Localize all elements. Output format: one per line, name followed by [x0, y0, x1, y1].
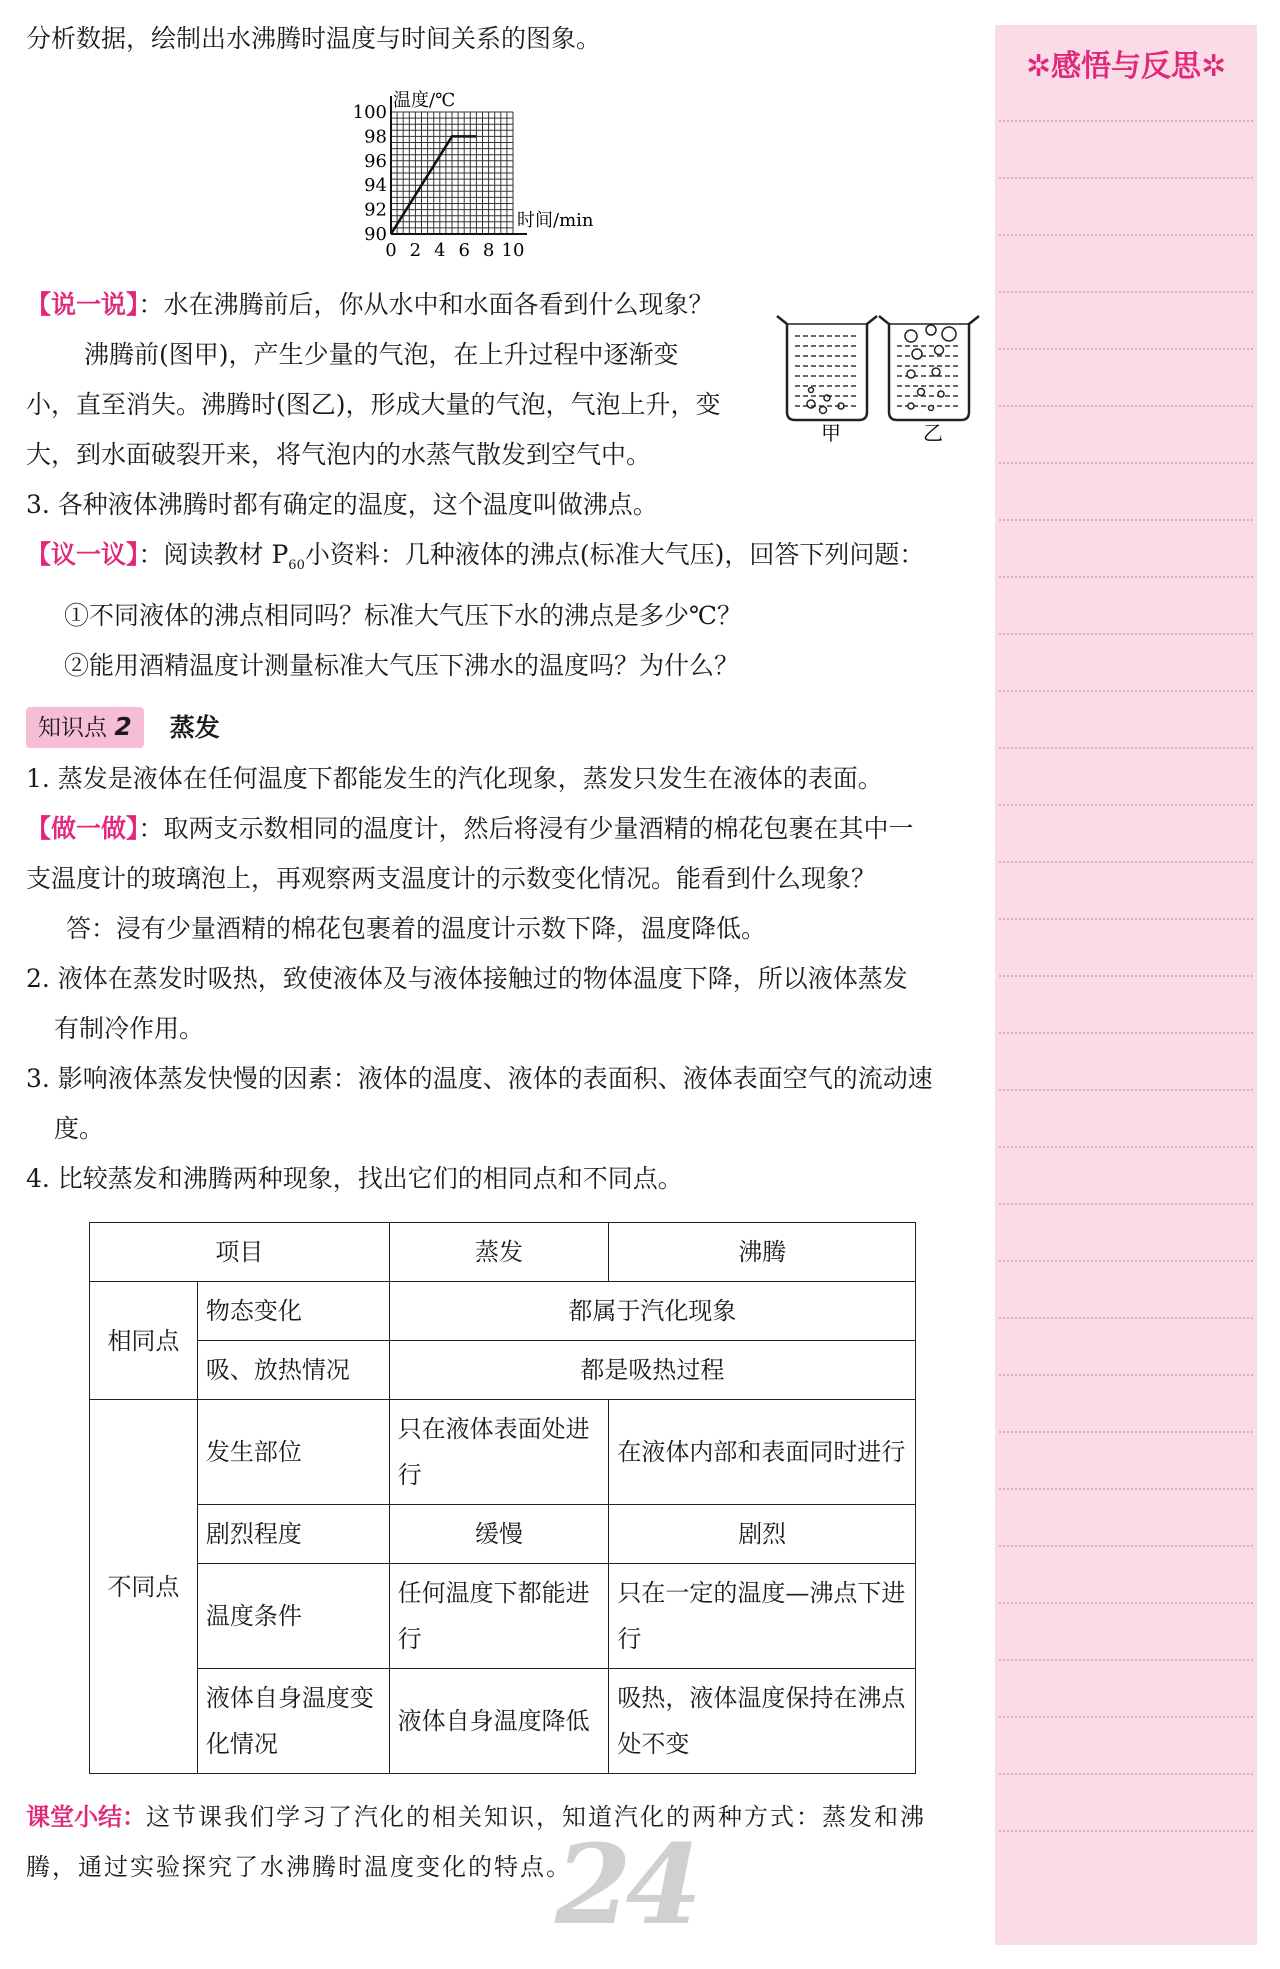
y-tick-label: 100	[352, 102, 387, 123]
evap-point-2b: 有制冷作用。	[54, 1014, 205, 1043]
y-axis-label: 温度/℃	[393, 90, 456, 111]
sidebar-dotted-line	[999, 804, 1253, 806]
reflection-sidebar	[995, 25, 1257, 1945]
evap-cell: 只在液体表面处进行	[389, 1400, 609, 1505]
kp-prefix: 知识点	[38, 715, 107, 741]
row-label: 剧烈程度	[197, 1505, 389, 1564]
evap-point-2a: 2. 液体在蒸发时吸热，致使液体及与液体接触过的物体温度下降，所以液体蒸发	[26, 964, 908, 993]
header-boil: 沸腾	[609, 1223, 916, 1282]
summary-tag: 课堂小结：	[26, 1802, 146, 1831]
knowledge-point-title: 蒸发	[169, 712, 220, 742]
y-tick-label: 92	[364, 199, 387, 221]
sidebar-dotted-line	[999, 690, 1253, 692]
evap-cell: 任何温度下都能进行	[389, 1564, 609, 1669]
sidebar-dotted-line	[999, 1716, 1253, 1718]
boil-cell: 吸热，液体温度保持在沸点处不变	[609, 1669, 916, 1774]
class-summary	[26, 1792, 988, 1892]
boil-cell: 剧烈	[609, 1505, 916, 1564]
say-question-text: ：水在沸腾前后，你从水中和水面各看到什么现象？	[138, 290, 714, 319]
table-header-row	[90, 1223, 916, 1282]
row-label: 发生部位	[197, 1400, 389, 1505]
x-tick-label: 4	[434, 240, 446, 261]
y-tick-label: 96	[364, 150, 387, 172]
point-3: 3. 各种液体沸腾时都有确定的温度，这个温度叫做沸点。	[26, 490, 658, 519]
main-content	[26, 14, 988, 1892]
sidebar-dotted-line	[999, 1773, 1253, 1775]
beaker-yi-bubbles	[905, 325, 956, 411]
sidebar-dotted-line	[999, 1374, 1253, 1376]
say-tag: 【说一说】	[26, 290, 139, 319]
temperature-time-graph	[351, 62, 711, 276]
x-tick-label: 2	[409, 240, 422, 261]
sidebar-dotted-line	[999, 405, 1253, 407]
table-row	[90, 1564, 916, 1669]
sidebar-dotted-line	[999, 1488, 1253, 1490]
row-label: 温度条件	[197, 1564, 389, 1669]
boil-cell: 只在一定的温度—沸点下进行	[609, 1564, 916, 1669]
do-line-1	[26, 804, 988, 854]
beakers-svg	[771, 294, 1011, 444]
row-value: 都属于汽化现象	[389, 1282, 915, 1341]
y-tick-label: 94	[364, 175, 387, 197]
sidebar-dotted-line	[999, 291, 1253, 293]
x-tick-label: 10	[501, 240, 525, 261]
evap-point-3a: 3. 影响液体蒸发快慢的因素：液体的温度、液体的表面积、液体表面空气的流动速	[26, 1064, 933, 1093]
y-tick-label: 98	[364, 126, 387, 148]
sidebar-dotted-line	[999, 1602, 1253, 1604]
graph-svg	[351, 62, 711, 276]
evap-point-4: 4. 比较蒸发和沸腾两种现象，找出它们的相同点和不同点。	[26, 1164, 683, 1193]
beaker-jia-outline	[777, 316, 877, 420]
summary-line-1	[26, 1792, 988, 1842]
say-answer-1: 沸腾前(图甲)，产生少量的气泡，在上升过程中逐渐变	[84, 340, 679, 369]
diff-label: 不同点	[90, 1400, 198, 1774]
beaker-jia-bubbles	[807, 388, 844, 414]
row-label: 吸、放热情况	[197, 1341, 389, 1400]
discuss-text-a: ：阅读教材 P	[138, 540, 289, 569]
x-tick-label: 8	[482, 240, 495, 261]
sidebar-dotted-line	[999, 519, 1253, 521]
table-row	[90, 1505, 916, 1564]
sidebar-dotted-line	[999, 1659, 1253, 1661]
sidebar-dotted-line	[999, 234, 1253, 236]
knowledge-point-badge	[26, 707, 144, 748]
sidebar-dotted-line	[999, 1317, 1253, 1319]
do-text-1: ：取两支示数相同的温度计，然后将浸有少量酒精的棉花包裹在其中一	[138, 814, 914, 843]
header-item: 项目	[90, 1223, 390, 1282]
beaker-yi-water	[897, 346, 961, 406]
say-answer-3: 大，到水面破裂开来，将气泡内的水蒸气散发到空气中。	[26, 440, 652, 469]
sidebar-dotted-line	[999, 747, 1253, 749]
sidebar-dotted-line	[999, 120, 1253, 122]
x-tick-label: 6	[458, 240, 470, 261]
do-answer: 答：浸有少量酒精的棉花包裹着的温度计示数下降，温度降低。	[66, 914, 767, 943]
x-tick-label: 0	[385, 240, 397, 261]
sidebar-dotted-line	[999, 1431, 1253, 1433]
table-row	[90, 1341, 916, 1400]
sidebar-dotted-line	[999, 861, 1253, 863]
x-axis-label: 时间/min	[517, 210, 594, 231]
sidebar-dotted-line	[999, 576, 1253, 578]
evap-cell: 缓慢	[389, 1505, 609, 1564]
label-yi: 乙	[923, 421, 943, 444]
beakers-illustration	[771, 294, 1011, 444]
header-evap: 蒸发	[389, 1223, 609, 1282]
sidebar-dotted-line	[999, 1203, 1253, 1205]
boil-cell: 在液体内部和表面同时进行	[609, 1400, 916, 1505]
sidebar-dotted-line	[999, 1146, 1253, 1148]
do-tag: 【做一做】	[26, 814, 139, 843]
discuss-q1: ①不同液体的沸点相同吗？标准大气压下水的沸点是多少℃？	[64, 601, 742, 630]
sidebar-dotted-line	[999, 918, 1253, 920]
sidebar-dotted-line	[999, 1089, 1253, 1091]
sidebar-dotted-line	[999, 1830, 1253, 1832]
intro-text: 分析数据，绘制出水沸腾时温度与时间关系的图象。	[26, 24, 602, 53]
row-value: 都是吸热过程	[389, 1341, 915, 1400]
say-section	[26, 280, 988, 480]
discuss-tag: 【议一议】	[26, 540, 139, 569]
do-line-2: 支温度计的玻璃泡上，再观察两支温度计的示数变化情况。能看到什么现象？	[26, 864, 877, 893]
page-number: 24	[555, 1820, 697, 1949]
table-row	[90, 1282, 916, 1341]
table-row	[90, 1400, 916, 1505]
kp-number: 2	[114, 712, 132, 741]
sidebar-title: ✲感悟与反思✲	[1025, 49, 1227, 84]
discuss-q2: ②能用酒精温度计测量标准大气压下沸水的温度吗？为什么？	[64, 651, 740, 680]
sidebar-dotted-line	[999, 348, 1253, 350]
sidebar-dotted-line	[999, 1032, 1253, 1034]
say-answer-2: 小，直至消失。沸腾时(图乙)，形成大量的气泡，气泡上升，变	[26, 390, 721, 419]
sidebar-dotted-line	[999, 1260, 1253, 1262]
evap-point-1: 1. 蒸发是液体在任何温度下都能发生的汽化现象，蒸发只发生在液体的表面。	[26, 764, 883, 793]
row-label: 物态变化	[197, 1282, 389, 1341]
evap-point-3b: 度。	[54, 1114, 105, 1143]
sidebar-dotted-line	[999, 633, 1253, 635]
sidebar-dotted-line	[999, 1545, 1253, 1547]
summary-text-1: 这节课我们学习了汽化的相关知识，知道汽化的两种方式：蒸发和沸	[146, 1803, 926, 1831]
same-label: 相同点	[90, 1282, 198, 1400]
row-label: 液体自身温度变化情况	[197, 1669, 389, 1774]
discuss-text-b: 小资料：几种液体的沸点(标准大气压)，回答下列问题：	[304, 540, 925, 569]
knowledge-point-header	[26, 707, 988, 748]
sidebar-dotted-line	[999, 975, 1253, 977]
sidebar-dotted-line	[999, 177, 1253, 179]
evap-cell: 液体自身温度降低	[389, 1669, 609, 1774]
label-jia: 甲	[821, 421, 841, 444]
discuss-line	[26, 530, 988, 591]
sidebar-dotted-line	[999, 462, 1253, 464]
discuss-subscript: 60	[288, 558, 305, 573]
comparison-table	[89, 1222, 916, 1774]
summary-line-2: 腾，通过实验探究了水沸腾时温度变化的特点。	[26, 1853, 572, 1881]
table-row	[90, 1669, 916, 1774]
y-tick-label: 90	[364, 224, 387, 245]
